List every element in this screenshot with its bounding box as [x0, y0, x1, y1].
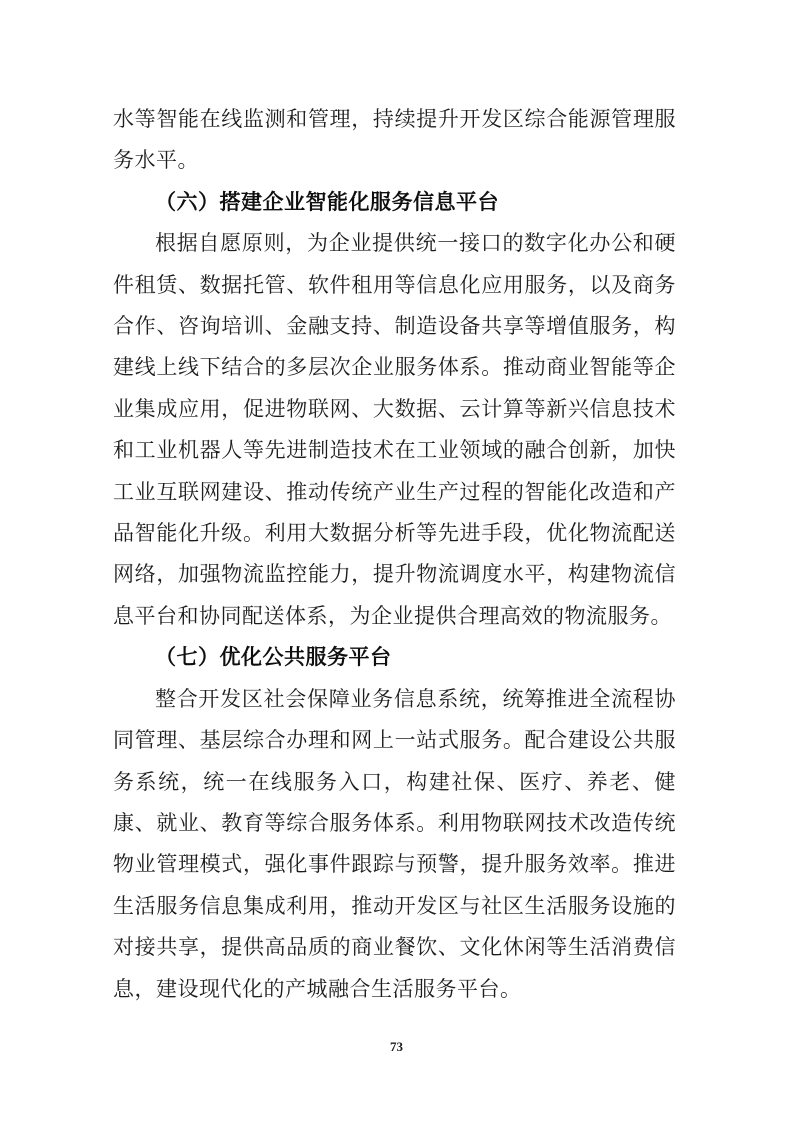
page-content [113, 99, 676, 1010]
section-6-paragraph: 根据自愿原则，为企业提供统一接口的数字化办公和硬件租赁、数据托管、软件租用等信息化应用服务，以及商务合作、咨询培训、金融支持、制造设备共享等增值服务，构建线上线下结合的多层次企业服务体系。推动商业智能等企业集成应用，促进物联网、大数据、云计算等新兴信息技术和工业机器人等先进制造技术在工业领域的融合创新，加快工业互联网建设、推动传统产业生产过程的智能化改造和产品智能化升级。利用大数据分析等先进手段，优化物流配送网络，加强物流监控能力，提升物流调度水平，构建物流信息平台和协同配送体系，为企业提供合理高效的物流服务。 [113, 231, 676, 628]
section-7-heading: （七）优化公共服务平台 [155, 646, 392, 670]
section-6-heading: （六）搭建企业智能化服务信息平台 [155, 190, 499, 214]
page-number: 73 [390, 1039, 403, 1054]
section-7-paragraph: 整合开发区社会保障业务信息系统，统筹推进全流程协同管理、基层综合办理和网上一站式服务。配合建设公共服务系统，统一在线服务入口，构建社保、医疗、养老、健康、就业、教育等综合服务体系。利用物联网技术改造传统物业管理模式，强化事件跟踪与预警，提升服务效率。推进生活服务信息集成利用，推动开发区与社区生活服务设施的对接共享，提供高品质的商业餐饮、文化休闲等生活消费信息，建设现代化的产城融合生活服务平台。 [113, 686, 676, 1001]
paragraph-continuation: 水等智能在线监测和管理，持续提升开发区综合能源管理服务水平。 [113, 107, 676, 173]
